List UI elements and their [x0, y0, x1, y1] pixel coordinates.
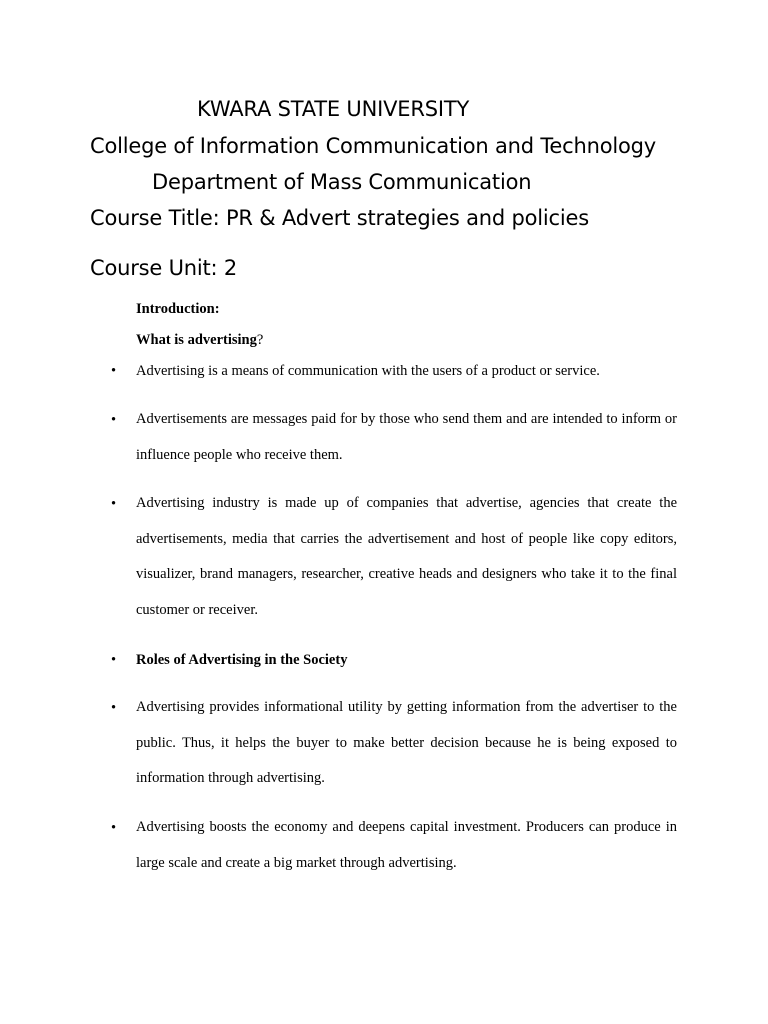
list-item: Advertising provides informational utility by getting information from the advertiser to the public. Thus, it helps the buyer to make better decision because he is being exposed to information through advertising.	[136, 699, 677, 787]
introduction-heading-text: Introduction:	[136, 301, 220, 317]
what-is-advertising-heading	[136, 330, 263, 350]
list-item: Advertising industry is made up of companies that advertise, agencies that create the advertisements, media that carries the advertisement and host of people like copy editors, visualizer, brand managers, researcher, creative heads and designers who take it to the final customer or receiver.	[136, 495, 677, 618]
bullet-marker: •	[111, 820, 117, 836]
bullet-marker: •	[111, 412, 117, 428]
what-is-advertising-text: What is advertising	[136, 332, 257, 348]
course-title: Course Title: PR & Advert strategies and policies	[90, 206, 589, 230]
question-mark: ?	[256, 332, 264, 348]
university-name: KWARA STATE UNIVERSITY	[197, 97, 470, 121]
introduction-heading	[136, 299, 220, 319]
bullet-marker: •	[111, 700, 117, 716]
list-item: Advertising boosts the economy and deepens capital investment. Producers can produce in large scale and create a big market through advertising.	[136, 819, 677, 871]
bullet-marker: •	[111, 496, 117, 512]
college-name: College of Information Communication and Technology	[90, 134, 656, 158]
bullet-marker: •	[111, 363, 117, 379]
department-name: Department of Mass Communication	[152, 170, 532, 194]
bullet-marker: •	[111, 652, 117, 668]
list-item: Advertisements are messages paid for by those who send them and are intended to inform or influence people who receive them.	[136, 411, 677, 463]
roles-of-advertising-heading: Roles of Advertising in the Society	[136, 652, 348, 668]
course-unit: Course Unit: 2	[90, 256, 238, 280]
list-item: Advertising is a means of communication with the users of a product or service.	[136, 363, 600, 379]
